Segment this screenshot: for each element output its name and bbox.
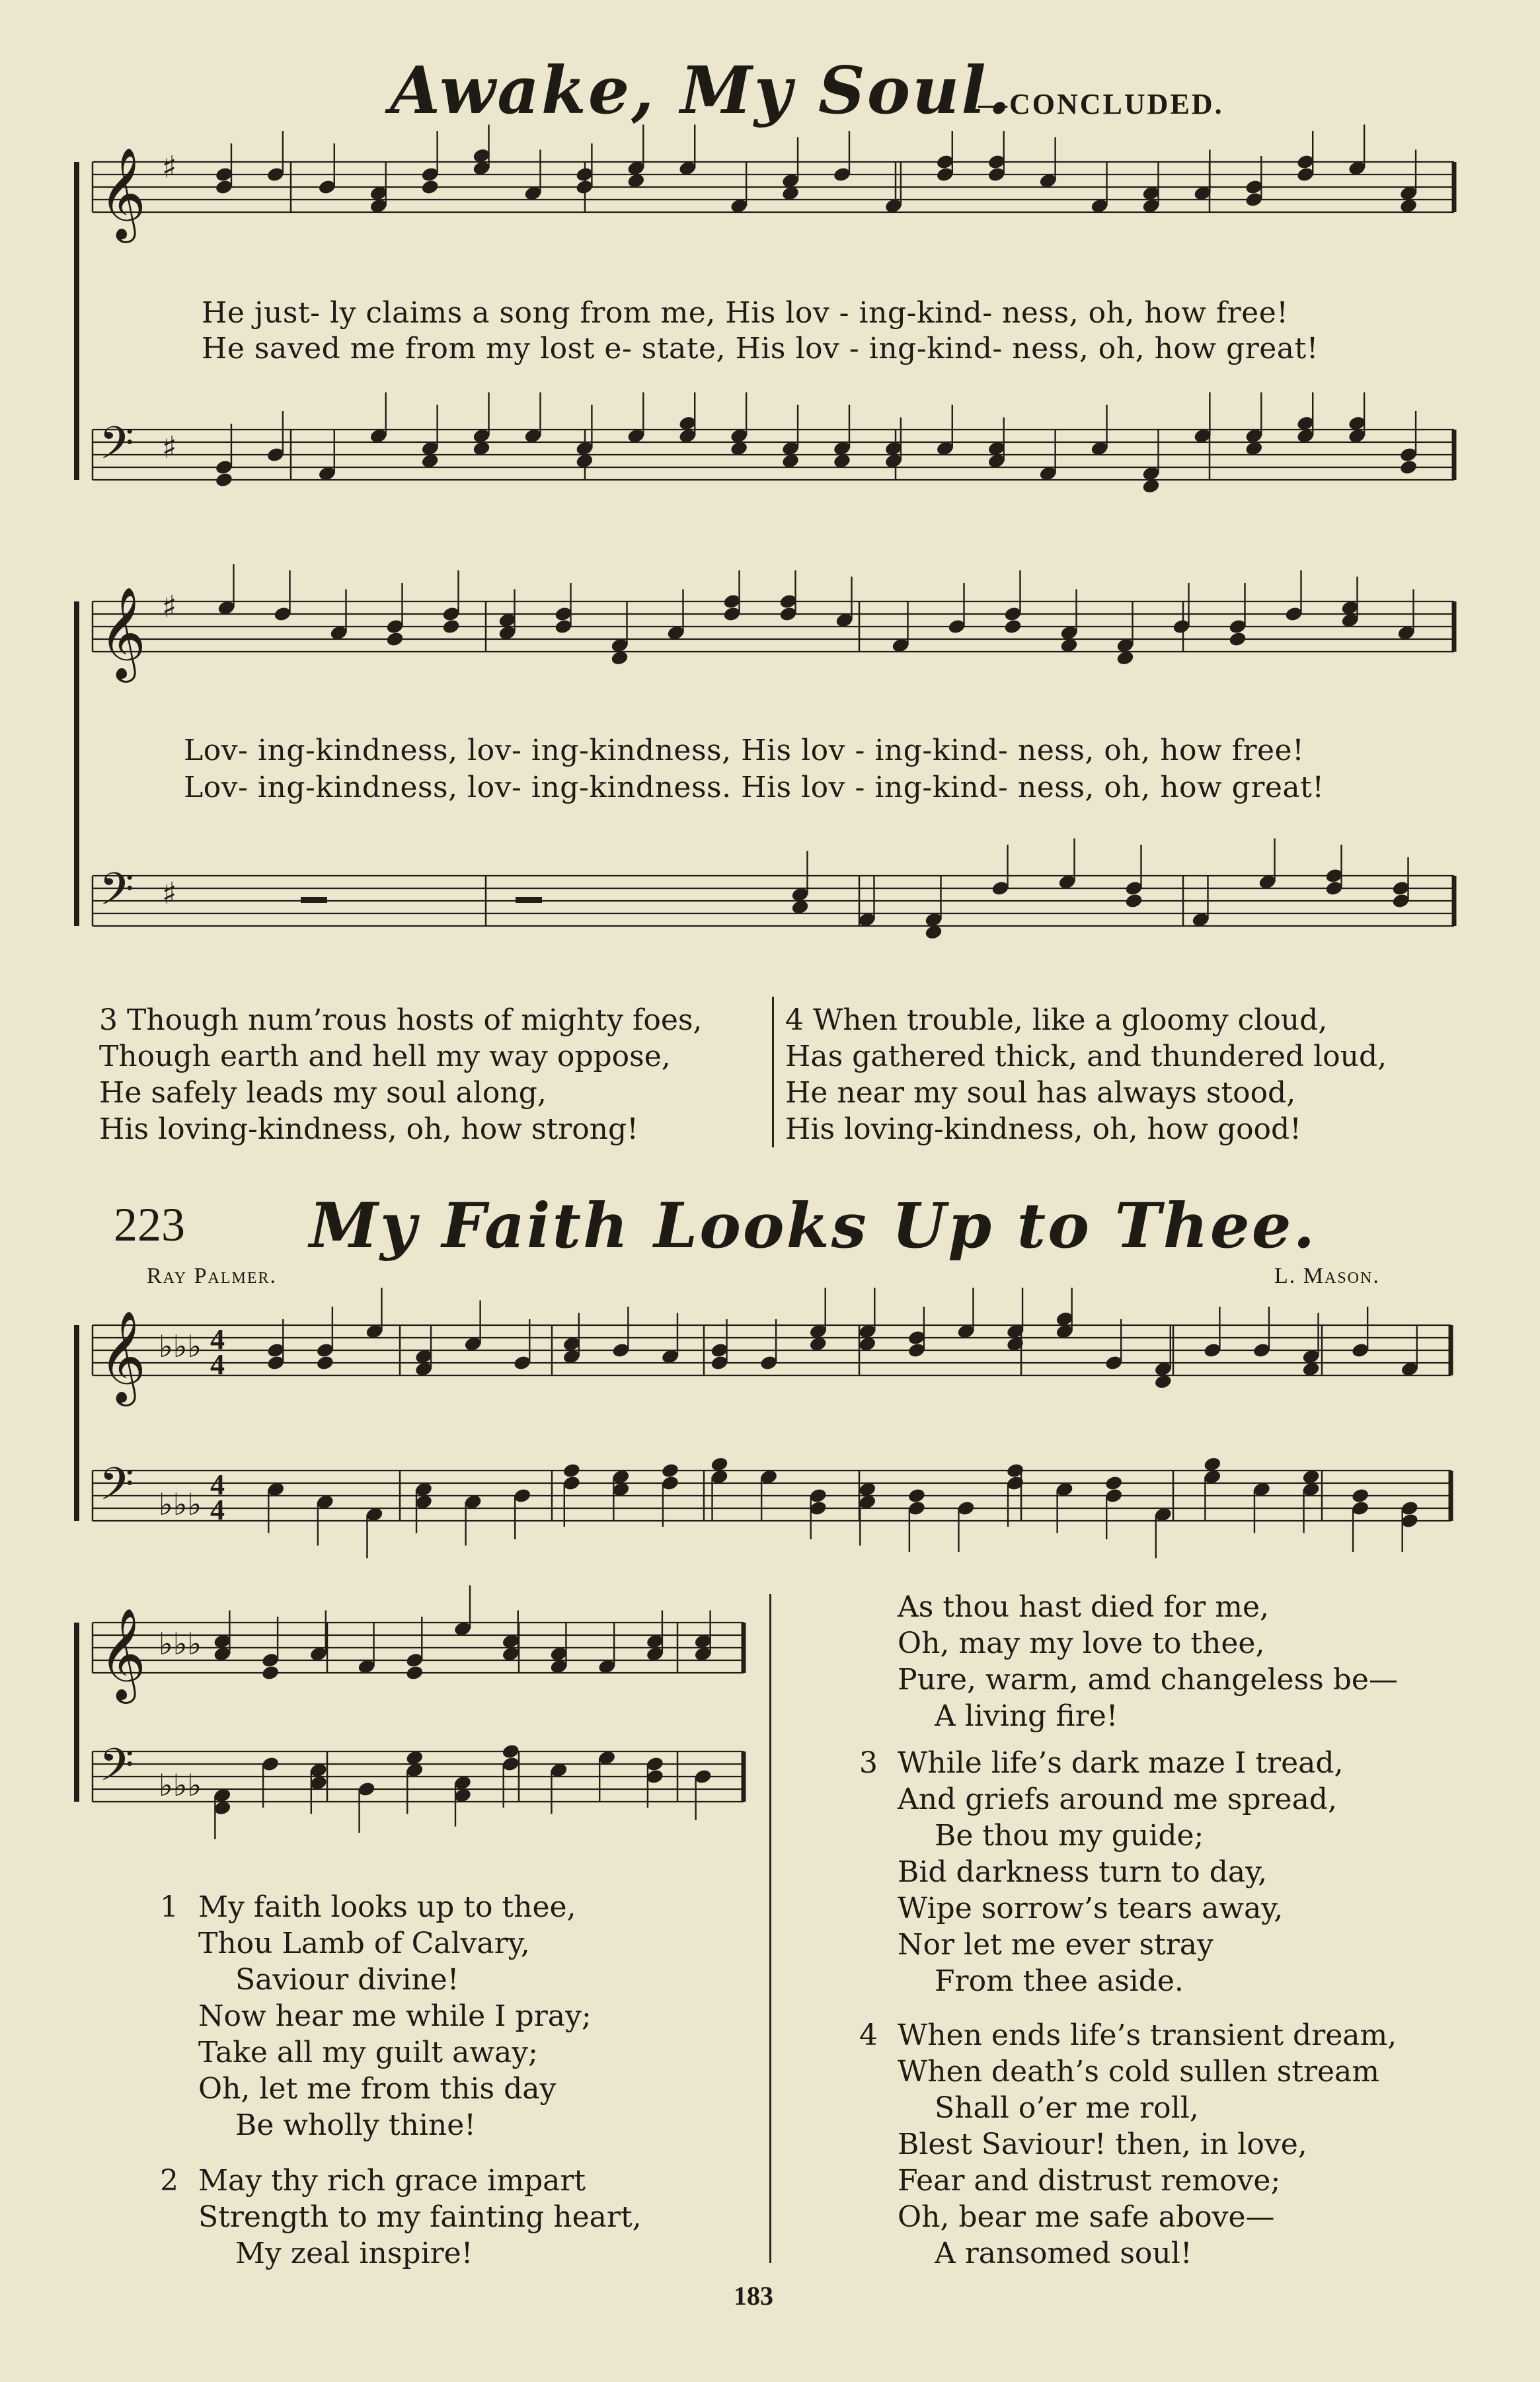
sharp-sign: ♯ [162,588,177,625]
lyric-line: Lov- ing-kindness, lov- ing-kindness. His lov - ing-kind- ness, oh, how great! [184,771,1325,804]
verse-line: He safely leads my soul along, [99,1076,547,1110]
flat-signs: ♭♭♭ [159,1486,202,1522]
flat-signs: ♭♭♭ [159,1328,202,1364]
note-head [1228,631,1247,647]
flat-signs: ♭♭♭ [159,1767,202,1803]
concluded-label: —CONCLUDED. [978,88,1224,120]
verse-line: Bid darkness turn to day, [898,1855,1268,1889]
note-head [316,1354,335,1371]
note-head [1124,892,1143,909]
verse-line: As thou hast died for me, [898,1590,1269,1624]
flat-signs: ♭♭♭ [159,1626,202,1662]
note-head [1003,618,1022,634]
note-head [405,1664,424,1681]
note-head [261,1664,280,1681]
verse-line: A ransomed soul! [935,2237,1192,2270]
time-signature: 4 [210,1469,225,1501]
bass-clef: 𝄢 [99,418,134,480]
verse-line: His loving-kindness, oh, how strong! [99,1112,638,1146]
sharp-sign: ♯ [162,875,177,911]
verse-line: Oh, bear me safe above— [898,2200,1275,2234]
verse-line: 4 When trouble, like a gloomy cloud, [785,1003,1328,1037]
note-head [1351,1487,1370,1504]
verse-number: 3 [859,1746,878,1780]
column-divider [769,1594,771,2263]
verse-line: And griefs around me spread, [898,1783,1337,1816]
note-head [1399,459,1418,475]
bass-clef: 𝄢 [99,1740,134,1802]
time-signature: 4 [210,1348,225,1381]
treble-clef: 𝄞 [99,147,146,239]
verse-line: Fear and distrust remove; [898,2164,1281,2198]
composer-credit: L. Mason. [1274,1264,1380,1288]
bass-clef: 𝄢 [99,1459,134,1521]
verse-line: My zeal inspire! [235,2237,473,2270]
verse-4 [859,2017,1397,2272]
page-number: 183 [734,2281,773,2311]
note-head [385,631,404,647]
note-head [420,178,440,195]
hymn-title-awake-my-soul: Awake, My Soul. [390,53,1013,129]
verse-line: Strength to my fainting heart, [198,2200,642,2234]
verse-line: My faith looks up to thee, [198,1890,576,1924]
note-head [501,1743,520,1759]
time-signature: 4 [210,1323,225,1356]
sharp-sign: ♯ [162,149,177,185]
verse-line: Take all my guilt away; [198,2036,538,2069]
hymn-title-my-faith: My Faith Looks Up to Thee. [309,1190,1317,1262]
note-head [661,1462,680,1479]
verse-4 [785,1002,1387,1147]
note-head [907,1487,927,1504]
verse-line: Blest Saviour! then, in love, [898,2128,1307,2161]
system-bracket [74,1325,79,1521]
note-head [562,1462,581,1479]
treble-clef: 𝄞 [99,587,146,679]
note-head [1104,1475,1124,1491]
verse-2-end [898,1589,1398,1734]
verse-number: 4 [859,2018,878,2052]
verse-line: Has gathered thick, and thundered loud, [785,1040,1387,1073]
system-bracket [74,601,79,926]
verse-line: Thou Lamb of Calvary, [198,1927,530,1960]
time-signature: 4 [210,1494,225,1526]
system-bracket [74,1623,79,1802]
verse-2-start [160,2163,642,2272]
verse-line: Oh, let me from this day [198,2072,557,2106]
system-bracket [74,162,79,480]
verse-3 [99,1002,702,1147]
verse-line: 3 Though num’rous hosts of mighty foes, [99,1003,703,1037]
verse-line: He near my soul has always stood, [785,1076,1296,1110]
column-divider [772,997,774,1147]
whole-rest [301,897,327,903]
verse-line: When death’s cold sullen stream [898,2055,1380,2089]
verse-line: May thy rich grace impart [198,2164,586,2198]
verse-line: A living fire! [935,1699,1118,1733]
verse-line: Though earth and hell my way oppose, [99,1040,671,1073]
verse-line: Saviour divine! [235,1963,459,1997]
note-head [215,471,234,488]
treble-clef: 𝄞 [99,1608,146,1700]
verse-line: From thee aside. [935,1964,1184,1998]
verse-1 [160,1889,592,2143]
verse-line: Oh, may my love to thee, [898,1627,1265,1660]
note-head [442,618,461,634]
treble-clef: 𝄞 [99,1311,146,1402]
hymn-number: 223 [114,1198,185,1251]
verse-line: When ends life’s transient dream, [898,2018,1397,2052]
verse-number: 2 [160,2164,178,2198]
verse-line: Now hear me while I pray; [198,1999,592,2033]
author-credit: Ray Palmer. [147,1264,278,1288]
verse-line: Nor let me ever stray [898,1928,1213,1962]
lyric-line: He saved me from my lost e- state, His lov - ing-kind- ness, oh, how great! [202,332,1319,365]
lyric-line: Lov- ing-kindness, lov- ing-kindness, His lov - ing-kind- ness, oh, how free! [184,734,1305,767]
sharp-sign: ♯ [162,429,177,465]
verse-line: Wipe sorrow’s tears away, [898,1892,1284,1925]
verse-line: While life’s dark maze I tread, [898,1746,1344,1780]
verse-number: 1 [160,1890,178,1924]
verse-line: His loving-kindness, oh, how good! [785,1112,1301,1146]
verse-line: Be thou my guide; [935,1819,1204,1853]
verse-3 [859,1745,1344,1999]
verse-line: Pure, warm, amd changeless be— [898,1663,1398,1697]
whole-rest [516,897,542,903]
verse-line: Shall o’er me roll, [935,2091,1199,2125]
verse-line: Be wholly thine! [235,2108,476,2142]
lyric-line: He just- ly claims a song from me, His lov - ing-kind- ness, oh, how free! [202,296,1289,330]
bass-clef: 𝄢 [99,864,134,927]
